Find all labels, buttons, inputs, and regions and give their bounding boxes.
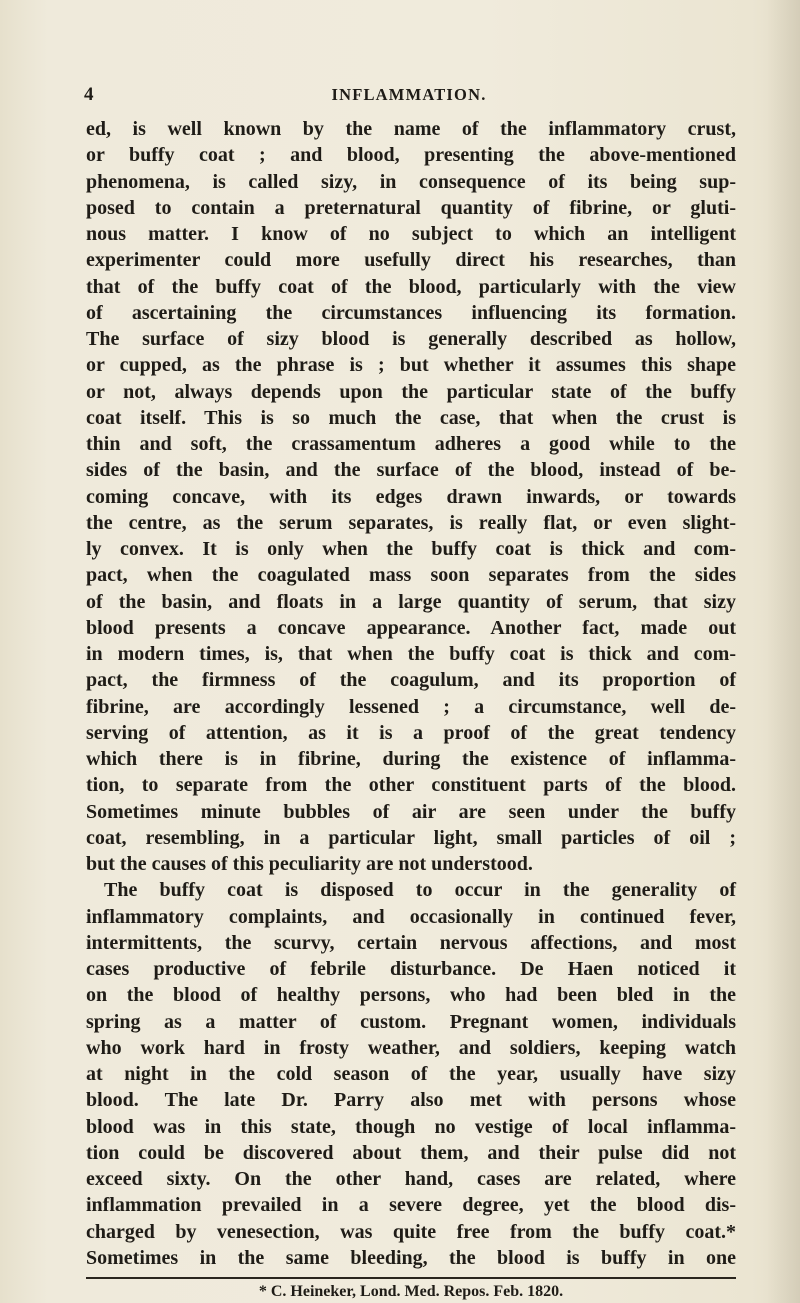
text-line: who work hard in frosty weather, and soldiers, keeping watch: [86, 1036, 736, 1059]
footnote: * C. Heineker, Lond. Med. Repos. Feb. 1820.: [258, 1283, 564, 1300]
text-line: Sometimes minute bubbles of air are seen under the buffy: [86, 800, 736, 823]
text-line: thin and soft, the crassamentum adheres a good while to the: [86, 433, 736, 455]
text-line: phenomena, is called sizy, in consequence of its being sup-: [86, 170, 736, 193]
text-line: The surface of sizy blood is generally described as hollow,: [86, 328, 736, 350]
text-line: posed to contain a preternatural quantity of fibrine, or gluti-: [86, 196, 736, 219]
footnote-divider: [86, 1277, 736, 1278]
body-text: [86, 116, 736, 1271]
text-line: The buffy coat is disposed to occur in the generality of: [104, 879, 736, 902]
text-line: pact, the firmness of the coagulum, and its proportion of: [86, 669, 736, 692]
page-edge-shadow: [766, 0, 800, 1303]
text-line: or buffy coat ; and blood, presenting the above-mentioned: [86, 144, 736, 167]
text-line: serving of attention, as it is a proof of the great tendency: [86, 721, 736, 744]
text-line: pact, when the coagulated mass soon separates from the sides: [86, 564, 736, 587]
text-line: inflammation prevailed in a severe degree, yet the blood dis-: [86, 1194, 736, 1217]
text-line: coat itself. This is so much the case, that when the crust is: [86, 406, 736, 429]
text-line: coat, resembling, in a particular light, small particles of oil ;: [86, 826, 736, 849]
page-number: 4: [84, 84, 94, 105]
text-line: sides of the basin, and the surface of the blood, instead of be-: [86, 459, 736, 482]
text-line: Sometimes in the same bleeding, the blood is buffy in one: [86, 1246, 736, 1269]
running-head-title: INFLAMMATION.: [331, 85, 487, 104]
text-line: in modern times, is, that when the buffy coat is thick and com-: [86, 643, 736, 665]
text-line: the centre, as the serum separates, is really flat, or even slight-: [86, 511, 736, 534]
text-line: cases productive of febrile disturbance. De Haen noticed it: [86, 958, 736, 980]
text-line: intermittents, the scurvy, certain nervous affections, and most: [86, 931, 736, 954]
text-line: of ascertaining the circumstances influencing its formation.: [86, 301, 736, 324]
text-line: tion could be discovered about them, and their pulse did not: [86, 1141, 736, 1164]
text-line: blood. The late Dr. Parry also met with persons whose: [86, 1089, 736, 1112]
footnote-divider-line: [86, 1277, 736, 1279]
text-line: which there is in fibrine, during the existence of inflamma-: [86, 748, 736, 770]
text-line: coming concave, with its edges drawn inwards, or towards: [86, 485, 736, 508]
text-line: spring as a matter of custom. Pregnant women, individuals: [86, 1010, 736, 1033]
text-line: on the blood of healthy persons, who had been bled in the: [86, 984, 736, 1007]
text-line: inflammatory complaints, and occasionally in continued fever,: [86, 905, 736, 928]
text-line: that of the buffy coat of the blood, particularly with the view: [86, 275, 736, 298]
text-line: nous matter. I know of no subject to which an intelligent: [86, 223, 736, 245]
text-line: at night in the cold season of the year, usually have sizy: [86, 1063, 736, 1085]
text-line: but the causes of this peculiarity are not understood.: [86, 853, 533, 875]
text-line: blood presents a concave appearance. Another fact, made out: [86, 616, 736, 639]
text-line: tion, to separate from the other constituent parts of the blood.: [86, 774, 736, 797]
text-line: charged by venesection, was quite free from the buffy coat.*: [86, 1220, 736, 1243]
text-line: exceed sixty. On the other hand, cases are related, where: [86, 1168, 736, 1190]
text-line: ed, is well known by the name of the inflammatory crust,: [86, 118, 736, 140]
text-line: of the basin, and floats in a large quantity of serum, that sizy: [86, 590, 736, 613]
text-line: ly convex. It is only when the buffy coat is thick and com-: [86, 538, 736, 560]
text-line: or not, always depends upon the particular state of the buffy: [86, 380, 736, 403]
text-line: fibrine, are accordingly lessened ; a circumstance, well de-: [86, 695, 736, 718]
text-line: blood was in this state, though no vestige of local inflamma-: [86, 1115, 736, 1138]
text-line: experimenter could more usefully direct his researches, than: [86, 249, 736, 272]
running-head: [84, 84, 734, 108]
text-line: or cupped, as the phrase is ; but whether it assumes this shape: [86, 354, 736, 377]
